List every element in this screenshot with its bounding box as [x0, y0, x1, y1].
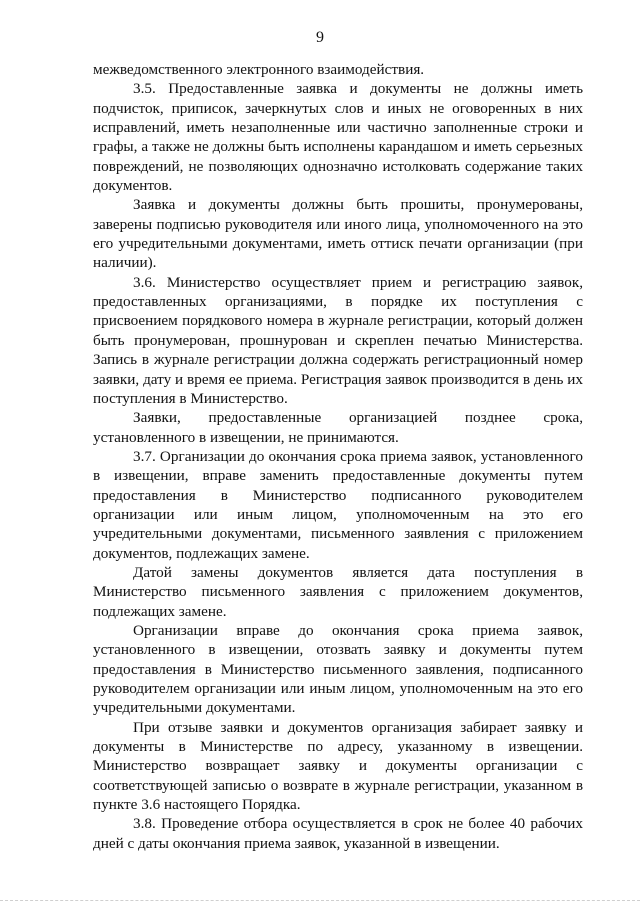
page-number: 9 — [316, 29, 324, 46]
paragraph-3-6: 3.6. Министерство осуществляет прием и регистрацию заявок, предоставленных организациями, в порядке их поступления с присвоением порядкового номера в журнале регистрации, который должен быть пронумерован, прошнурован и скреплен печатью Министерства. Запись в журнале регистрации должна содержать регистрационный номер заявки, дату и время ее приема. Регистрация заявок производится в день их поступления в Министерство. — [93, 273, 583, 407]
paragraph-withdrawal: Организации вправе до окончания срока приема заявок, установленного в извещении, отозвать заявку и документы путем предоставления в Министерство письменного заявления, подписанного руководителем организации или иным лицом, уполномоченным на это его учредительными документами. — [93, 621, 583, 717]
scan-edge-divider — [0, 900, 640, 902]
paragraph-3-7: 3.7. Организации до окончания срока приема заявок, установленного в извещении, вправе заменить предоставленные документы путем предоставления в Министерство подписанного руководителем организации или иным лицом, уполномоченным на это его учредительными документами, письменного заявления с приложением документов, подлежащих замене. — [93, 447, 583, 562]
paragraph-continuation: межведомственного электронного взаимодействия. — [93, 61, 425, 78]
paragraph-3-5: 3.5. Предоставленные заявка и документы не должны иметь подчисток, приписок, зачеркнутых слов и иных не оговоренных в них исправлений, иметь незаполненные или частично заполненные строки и графы, а также не должны быть исполнены карандашом и иметь серьезных повреждений, не позволяющих однозначно истолковать содержание таких документов. — [93, 80, 583, 195]
paragraph-withdrawal-return: При отзыве заявки и документов организация забирает заявку и документы в Министерстве по адресу, указанному в извещении. Министерство возвращает заявку и документы организации с соответствующей записью о возврате в журнале регистрации, указанном в пункте 3.6 настоящего Порядка. — [93, 718, 583, 814]
paragraph-replacement-date: Датой замены документов является дата поступления в Министерство письменного заявления с приложением документов, подлежащих замене. — [93, 563, 583, 620]
paragraph-binding-requirements: Заявка и документы должны быть прошиты, пронумерованы, заверены подписью руководителя или иного лица, уполномоченного на это его учредительными документами, иметь оттиск печати организации (при наличии). — [93, 196, 583, 272]
paragraph-3-8: 3.8. Проведение отбора осуществляется в срок не более 40 рабочих дней с даты окончания приема заявок, указанной в извещении. — [93, 815, 583, 852]
document-body — [93, 60, 583, 853]
paragraph-late-applications: Заявки, предоставленные организацией позднее срока, установленного в извещении, не принимаются. — [93, 409, 583, 446]
